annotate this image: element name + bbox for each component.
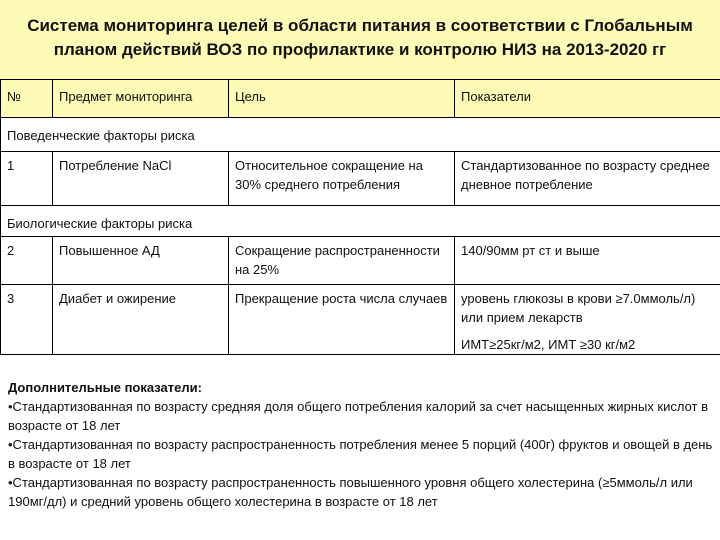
section-row-behavioral — [1, 118, 720, 152]
section-row-biological — [1, 206, 720, 237]
table-row — [1, 285, 720, 355]
row-indicator: уровень глюкозы в крови ≥7.0ммоль/л) или прием лекарств — [461, 291, 696, 325]
additional-item: •Стандартизованная по возрасту средняя доля общего потребления калорий за счет насыщенных жирных кислот в возрасте от 18 лет — [8, 399, 709, 433]
table-row — [1, 237, 720, 285]
table-header-row — [1, 80, 720, 118]
row-indicator-cell — [455, 285, 720, 355]
row-goal: Относительное сокращение на 30% среднего потребления — [229, 152, 455, 206]
row-number: 3 — [1, 285, 53, 355]
table-row — [1, 152, 720, 206]
page-title: Система мониторинга целей в области питания в соответствии с Глобальным планом действий ВОЗ по профилактике и контролю НИЗ на 2013-2020 гг — [27, 16, 693, 59]
additional-indicators — [8, 378, 713, 511]
header-number: № — [1, 80, 53, 118]
row-number: 1 — [1, 152, 53, 206]
monitoring-table — [0, 79, 720, 355]
header-subject: Предмет мониторинга — [53, 80, 229, 118]
row-subject: Диабет и ожирение — [53, 285, 229, 355]
row-number: 2 — [1, 237, 53, 285]
row-subject: Повышенное АД — [53, 237, 229, 285]
additional-item: •Стандартизованная по возрасту распространенность потребления менее 5 порций (400г) фруктов и овощей в день в возрасте от 18 лет — [8, 437, 713, 471]
header-goal: Цель — [229, 80, 455, 118]
section-label-behavioral: Поведенческие факторы риска — [1, 118, 720, 152]
row-goal: Сокращение распространенности на 25% — [229, 237, 455, 285]
header-indicators: Показатели — [455, 80, 720, 118]
row-indicator: 140/90мм рт ст и выше — [455, 237, 720, 285]
row-indicator: Стандартизованное по возрасту среднее дневное потребление — [455, 152, 720, 206]
row-subject: Потребление NaCl — [53, 152, 229, 206]
row-goal: Прекращение роста числа случаев — [229, 285, 455, 355]
section-label-biological: Биологические факторы риска — [1, 206, 720, 237]
additional-item: •Стандартизованная по возрасту распространенность повышенного уровня общего холестерина (≥5ммоль/л или 190мг/дл) и средний уровень общего холестерина в возрасте от 18 лет — [8, 475, 693, 509]
additional-heading: Дополнительные показатели: — [8, 380, 202, 395]
row-indicator-bmi: ИМТ≥25кг/м2, ИМТ ≥30 кг/м2 — [461, 337, 636, 352]
